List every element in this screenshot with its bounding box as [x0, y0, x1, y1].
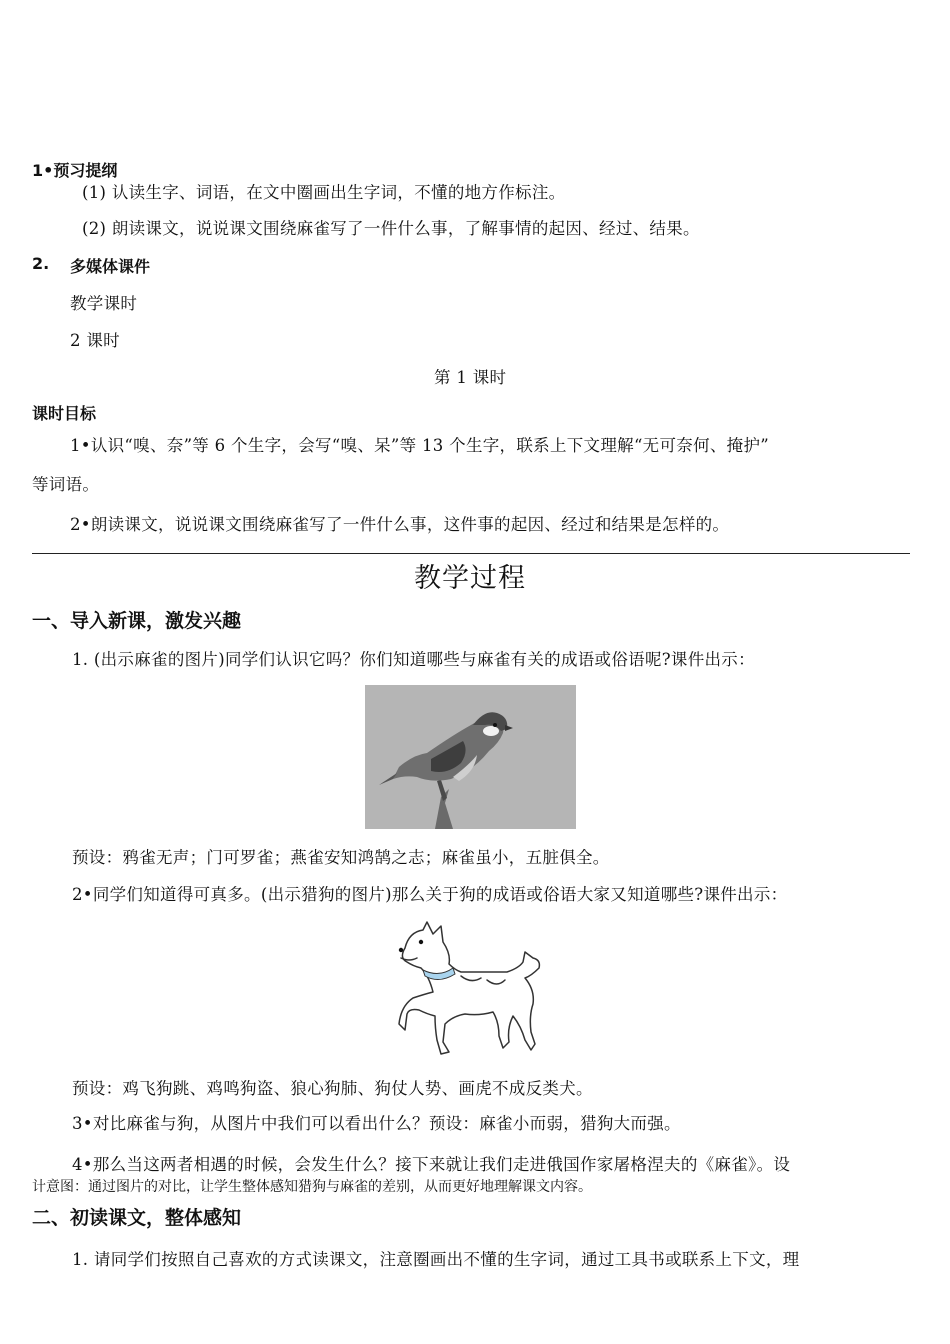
objective-2: 2•朗读课文，说说课文围绕麻雀写了一件什么事，这件事的起因、经过和结果是怎样的。: [70, 515, 730, 534]
sparrow-cheek: [483, 726, 499, 736]
section1-step3: 3•对比麻雀与狗，从图片中我们可以看出什么？预设：麻雀小而弱，猎狗大而强。: [72, 1114, 681, 1133]
section1-step4-line1: 4•那么当这两者相遇的时候，会发生什么？接下来就让我们走进俄国作家屠格涅夫的《麻雀》。设: [72, 1155, 791, 1174]
objective-1-line1: 1•认识“嗅、奈”等 6 个生字，会写“嗅、呆”等 13 个生字，联系上下文理解“无可奈何、掩护”: [70, 436, 770, 455]
prep-heading: 1•预习提纲: [32, 161, 118, 180]
section2-step1: 1. 请同学们按照自己喜欢的方式读课文，注意圈画出不懂的生字词，通过工具书或联系上下文，理: [72, 1250, 800, 1269]
dog-collar: [423, 968, 455, 980]
sparrow-eye: [493, 723, 497, 727]
schedule-label: 教学课时: [70, 294, 138, 313]
section2-heading: 二、初读课文，整体感知: [32, 1207, 242, 1229]
dog-eye: [419, 940, 423, 944]
session-title: 第 1 课时: [434, 368, 507, 387]
divider-line: [32, 553, 910, 554]
section1-heading: 一、导入新课，激发兴趣: [32, 610, 242, 632]
prep-item-1: (1) 认读生字、词语，在文中圈画出生字词，不懂的地方作标注。: [82, 183, 566, 202]
dog-nose: [399, 948, 403, 952]
multimedia-heading: 多媒体课件: [70, 257, 151, 276]
objective-1-line2: 等词语。: [32, 475, 100, 494]
section1-step1: 1. (出示麻雀的图片)同学们认识它吗？你们知道哪些与麻雀有关的成语或俗语呢?课件出示：: [72, 650, 755, 669]
dog-fur-lines: [461, 976, 505, 984]
multimedia-number: 2.: [32, 254, 50, 273]
objectives-heading: 课时目标: [32, 404, 97, 423]
sparrow-image: [365, 685, 576, 829]
schedule-value: 2 课时: [70, 331, 120, 350]
section1-step2: 2•同学们知道得可真多。(出示猎狗的图片)那么关于狗的成语或俗语大家又知道哪些?课件出示：: [72, 885, 788, 904]
section1-step4-line2: 计意图：通过图片的对比，让学生整体感知猎狗与麻雀的差别，从而更好地理解课文内容。: [32, 1179, 592, 1195]
dog-mouth: [401, 958, 417, 960]
hunting-dog-image: [395, 920, 547, 1060]
prep-item-2: (2) 朗读课文，说说课文围绕麻雀写了一件什么事，了解事情的起因、经过、结果。: [82, 219, 700, 238]
process-title: 教学过程: [414, 563, 526, 594]
section1-preset2: 预设：鸡飞狗跳、鸡鸣狗盗、狼心狗肺、狗仗人势、画虎不成反类犬。: [72, 1079, 593, 1098]
section1-preset1: 预设：鸦雀无声；门可罗雀；燕雀安知鸿鹄之志；麻雀虽小，五脏俱全。: [72, 848, 610, 867]
